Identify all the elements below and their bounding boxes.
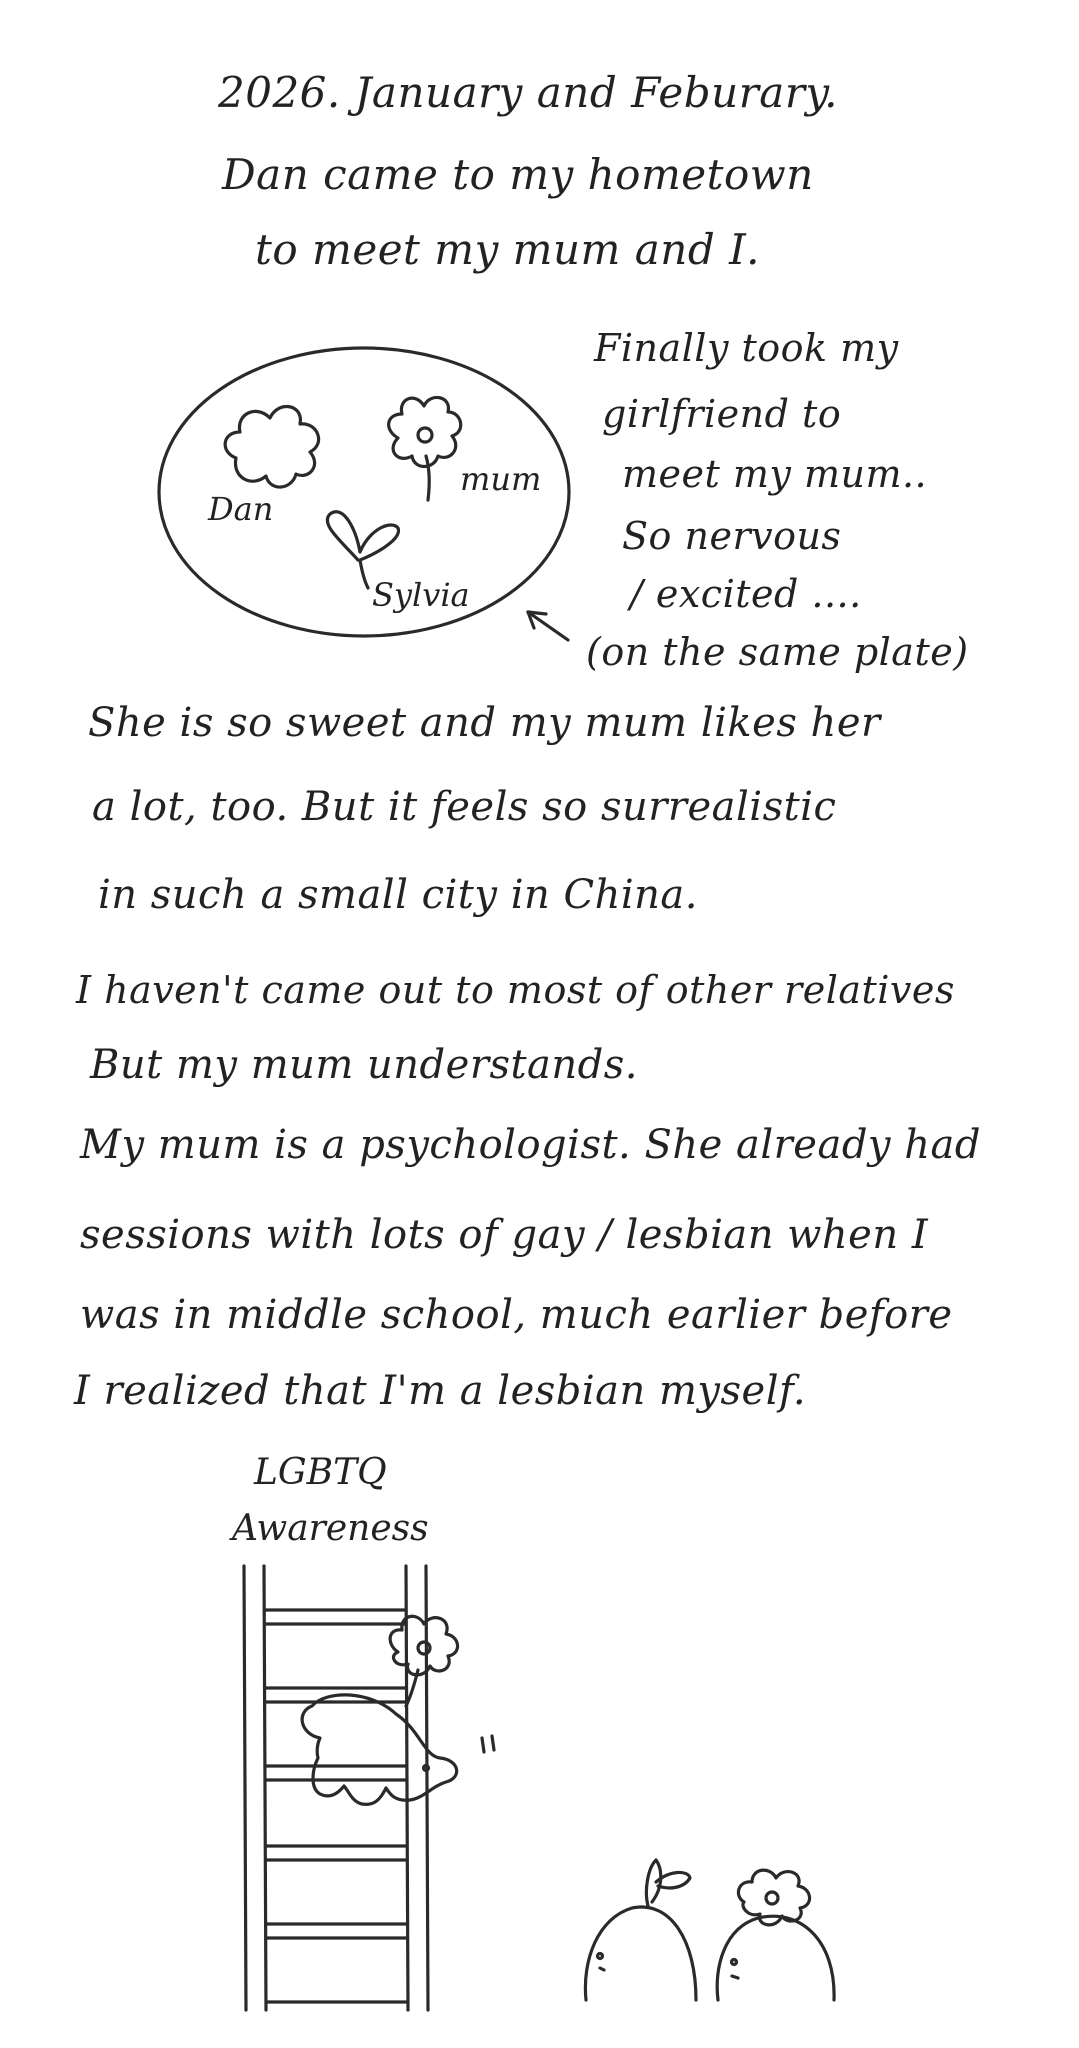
side-note-line-5: / excited .... [630,572,862,616]
header-line-2: Dan came to my hometown [222,150,814,199]
side-note-line-3: meet my mum.. [622,452,928,496]
paragraph-2-line-2: But my mum understands. [90,1042,639,1088]
paragraph-2-line-4: sessions with lots of gay / lesbian when I [80,1212,929,1258]
side-note-line-4: So nervous [622,514,842,558]
ladder-sign-line-2: Awareness [232,1508,429,1549]
paragraph-1-line-2: a lot, too. But it feels so surrealistic [92,784,837,830]
header-line-1: 2026. January and Feburary. [218,68,838,117]
paragraph-1-line-3: in such a small city in China. [98,872,698,918]
ladder-icon [244,1566,246,2010]
paragraph-2-line-1: I haven't came out to most of other relatives [76,968,955,1012]
side-note-line-6: (on the same plate) [586,630,969,674]
plate-label-mum: mum [460,460,542,498]
header-line-3: to meet my mum and I. [255,225,761,274]
climbing-character-icon [302,1695,457,1805]
side-note-line-2: girlfriend to [602,392,842,436]
paragraph-2-line-3: My mum is a psychologist. She already had [80,1122,981,1168]
paragraph-1-line-1: She is so sweet and my mum likes her [88,700,881,746]
plate-label-dan: Dan [208,490,274,528]
side-note-line-1: Finally took my [594,326,899,370]
paragraph-2-line-5: was in middle school, much earlier before [80,1292,953,1338]
paragraph-2-line-6: I realized that I'm a lesbian myself. [74,1368,807,1414]
ladder-sign-line-1: LGBTQ [254,1452,387,1493]
plate-label-sylvia: Sylvia [372,576,470,614]
